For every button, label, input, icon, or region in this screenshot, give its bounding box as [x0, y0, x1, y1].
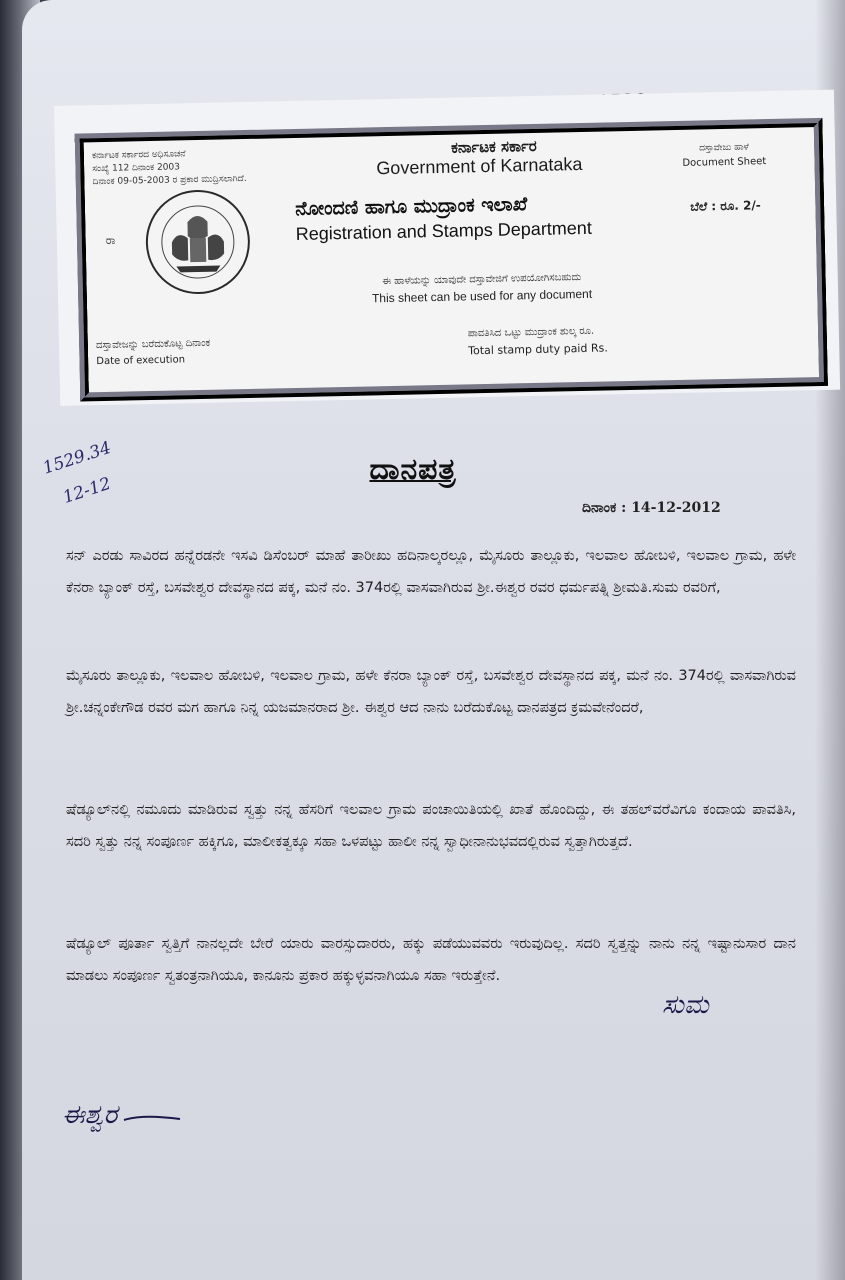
sheet-price: ಬೆಲೆ : ರೂ. 2/-: [690, 198, 761, 214]
note-line: ಸಂಖ್ಯೆ 112 ದಿನಾಂಕ 2003: [92, 162, 181, 175]
paragraph: ಸನ್ ಎರಡು ಸಾವಿರದ ಹನ್ನೆರಡನೇ ಇಸವಿ ಡಿಸೆಂಬರ್ ಮಾಹೆ ತಾರೀಖು ಹದಿನಾಲ್ಕರಲ್ಲೂ, ಮೈಸೂರು ತಾಲ್ಲೂಕು, ಇಲವಾಲ ಹೋಬಳಿ, ಇಲವಾಲ ಗ್ರಾಮ, ಹಳೇ ಕೆನರಾ ಬ್ಯಾಂಕ್ ರಸ್ತೆ, ಬಸವೇಶ್ವರ ದೇವಸ್ಥಾನದ ಪಕ್ಕ, ಮನೆ ನಂ. 374ರಲ್ಲಿ ವಾಸವಾಗಿರುವ ಶ್ರೀ.ಈಶ್ವರ ರವರ ಧರ್ಮಪತ್ನಿ ಶ್ರೀಮತಿ.ಸುಮ ರವರಿಗೆ,: [66, 548, 796, 596]
stamp-duty-label-kn: ಪಾವತಿಸಿದ ಒಟ್ಟು ಮುದ್ರಾಂಕ ಶುಲ್ಕ ರೂ.: [467, 325, 595, 340]
department-kn: ನೋಂದಣಿ ಹಾಗೂ ಮುದ್ರಾಂಕ ಇಲಾಖೆ: [294, 193, 528, 220]
paragraph: ಷೆಡ್ಯೂಲ್ ಪೂರ್ತಾ ಸ್ವತ್ತಿಗೆ ನಾನಲ್ಲದೇ ಬೇರೆ ಯಾರು ವಾರಸ್ಸುದಾರರು, ಹಕ್ಕು ಪಡೆಯುವವರು ಇರುವುದಿಲ್ಲ. ಸದರಿ ಸ್ವತ್ತನ್ನು ನಾನು ನನ್ನ ಇಷ್ಟಾನುಸಾರ ದಾನ ಮಾಡಲು ಸಂಪೂರ್ಣ ಸ್ವತಂತ್ರನಾಗಿಯೂ, ಕಾನೂನು ಪ್ರಕಾರ ಹಕ್ಕುಳ್ಳವನಾಗಿಯೂ ಸಹಾ ಇರುತ್ತೇನೆ.: [66, 936, 796, 984]
paragraph: ಷೆಡ್ಯೂಲ್‌ನಲ್ಲಿ ನಮೂದು ಮಾಡಿರುವ ಸ್ವತ್ತು ನನ್ನ ಹೆಸರಿಗೆ ಇಲವಾಲ ಗ್ರಾಮ ಪಂಚಾಯಿತಿಯಲ್ಲಿ ಖಾತೆ ಹೊಂದಿದ್ದು, ಈ ತಹಲ್‌ವರೆವಿಗೂ ಕಂದಾಯ ಪಾವತಿಸಿ, ಸದರಿ ಸ್ವತ್ತು ನನ್ನ ಸಂಪೂರ್ಣ ಹಕ್ಕಿಗೂ, ಮಾಲೀಕತ್ವಕ್ಕೂ ಸಹಾ ಒಳಪಟ್ಟು ಹಾಲೀ ನನ್ನ ಸ್ವಾಧೀನಾನುಭವದಲ್ಲಿರುವ ಸ್ವತ್ತಾಗಿರುತ್ತದೆ.: [66, 802, 796, 850]
note-line: ದಿನಾಂಕ 09-05-2003 ರ ಪ್ರಕಾರ ಮುದ್ರಿಸಲಾಗಿದೆ.: [92, 173, 247, 188]
signature-text: ಸುಮ: [662, 990, 709, 1020]
stamp-sheet: [54, 90, 840, 406]
margin-handwritten-note: [41, 429, 164, 545]
usage-note-kn: ಈ ಹಾಳೆಯನ್ನು ಯಾವುದೇ ದಸ್ತಾವೇಜಿಗೆ ಉಪಯೋಗಿಸಬಹುದು: [382, 271, 582, 288]
government-title-en: Government of Karnataka: [376, 153, 583, 179]
government-title-kn: ಕರ್ನಾಟಕ ಸರ್ಕಾರ: [450, 136, 537, 157]
paragraph: ಮೈಸೂರು ತಾಲ್ಲೂಕು, ಇಲವಾಲ ಹೋಬಳಿ, ಇಲವಾಲ ಗ್ರಾಮ, ಹಳೇ ಕೆನರಾ ಬ್ಯಾಂಕ್ ರಸ್ತೆ, ಬಸವೇಶ್ವರ ದೇವಸ್ಥಾನದ ಪಕ್ಕ, ಮನೆ ನಂ. 374ರಲ್ಲಿ ವಾಸವಾಗಿರುವ ಶ್ರೀ.ಚನ್ನಂಕೇಗೌಡ ರವರ ಮಗ ಹಾಗೂ ನಿನ್ನ ಯಜಮಾನರಾದ ಶ್ರೀ. ಈಶ್ವರ ಆದ ನಾನು ಬರೆದುಕೊಟ್ಟ ದಾನಪತ್ರದ ಕ್ರಮವೇನೆಂದರೆ,: [66, 668, 796, 716]
signature-donor: [62, 1100, 202, 1150]
stamp-frame: [75, 118, 828, 402]
ra-mark: ರಾ: [105, 233, 116, 247]
signature-text: ಈಶ್ವರ: [62, 1100, 118, 1130]
document-sheet-en: Document Sheet: [682, 156, 767, 169]
note-line: ಕರ್ನಾಟಕ ಸರ್ಕಾರದ ಅಧಿಸೂಚನೆ: [91, 149, 186, 162]
signature-recipient: [662, 990, 762, 1040]
margin-note-line: 12-12: [60, 473, 114, 508]
execution-date-label-en: Date of execution: [96, 354, 186, 368]
execution-date-label-kn: ದಸ್ತಾವೇಜನ್ನು ಬರೆದುಕೊಟ್ಟ ದಿನಾಂಕ: [95, 337, 211, 352]
document-title: ದಾನಪತ್ರ: [369, 452, 457, 487]
signature-stroke-icon: [122, 1112, 182, 1126]
document-sheet-kn: ದಸ್ತಾವೇಜು ಹಾಳೆ: [699, 142, 749, 154]
margin-note-line: 1529.34: [40, 437, 114, 479]
document-date: ದಿನಾಂಕ : 14-12-2012: [582, 500, 721, 516]
stamp-notes: [92, 145, 323, 189]
usage-note-en: This sheet can be used for any document: [371, 286, 593, 306]
department-en: Registration and Stamps Department: [295, 217, 593, 244]
stamp-duty-label-en: Total stamp duty paid Rs.: [468, 341, 608, 358]
document-page: [22, 0, 845, 1280]
state-emblem-icon: [145, 189, 251, 295]
